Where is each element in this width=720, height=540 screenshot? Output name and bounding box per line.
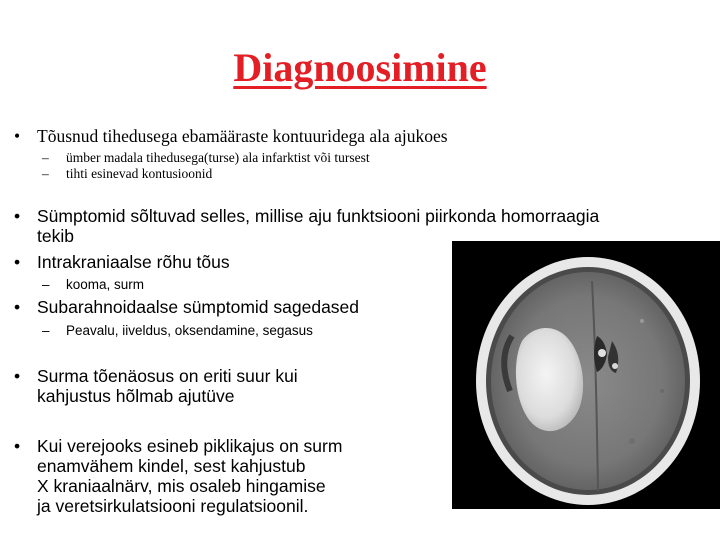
bullet-text-line: kahjustus hõlmab ajutüve (37, 386, 235, 406)
bullet-text-line: X kraniaalnärv, mis osaleb hingamise (37, 476, 326, 496)
ct-brain-scan-icon (452, 241, 720, 509)
bullet-2 (14, 206, 714, 246)
sub-bullet (42, 166, 642, 182)
sub-text: ümber madala tihedusega(turse) ala infarktist või tursest (66, 150, 370, 165)
sub-marker: – (42, 150, 49, 165)
bullet-3 (14, 252, 434, 272)
bullet-5 (14, 366, 434, 406)
sub-bullet (42, 150, 642, 166)
bullet-text-line: enamvähem kindel, sest kahjustub (37, 456, 306, 476)
sub-marker: – (42, 323, 50, 338)
bullet-marker: • (14, 252, 21, 272)
sub-marker: – (42, 277, 50, 292)
sub-text: kooma, surm (66, 277, 145, 292)
bullet-1 (14, 126, 714, 146)
bullet-text-line: Surma tõenäosus on eriti suur kui (37, 366, 298, 386)
bullet-text: Intrakraniaalse rõhu tõus (37, 252, 230, 272)
sub-marker: – (42, 166, 49, 181)
sub-bullet (42, 277, 342, 293)
sub-bullet (42, 323, 442, 339)
bullet-text-line: Sümptomid sõltuvad selles, millise aju funktsiooni piirkonda homorraagia (37, 206, 600, 226)
sub-text: tihti esinevad kontusioonid (66, 166, 213, 181)
bullet-text: Subarahnoidaalse sümptomid sagedased (37, 297, 360, 317)
bullet-text: Tõusnud tihedusega ebamääraste kontuuridega ala ajukoes (37, 126, 448, 146)
bullet-marker: • (14, 126, 21, 146)
slide-title: Diagnoosimine (233, 45, 487, 90)
bullet-marker: • (14, 206, 21, 226)
bullet-text-line: ja veretsirkulatsiooni regulatsioonil. (37, 496, 309, 516)
bullet-4 (14, 297, 434, 317)
bullet-text-line: tekib (37, 226, 74, 246)
bullet-marker: • (14, 297, 21, 317)
bullet-6 (14, 436, 434, 516)
bullet-marker: • (14, 436, 21, 456)
bullet-text-line: Kui verejooks esineb piklikajus on surm (37, 436, 343, 456)
bullet-marker: • (14, 366, 21, 386)
sub-text: Peavalu, iiveldus, oksendamine, segasus (66, 323, 313, 338)
